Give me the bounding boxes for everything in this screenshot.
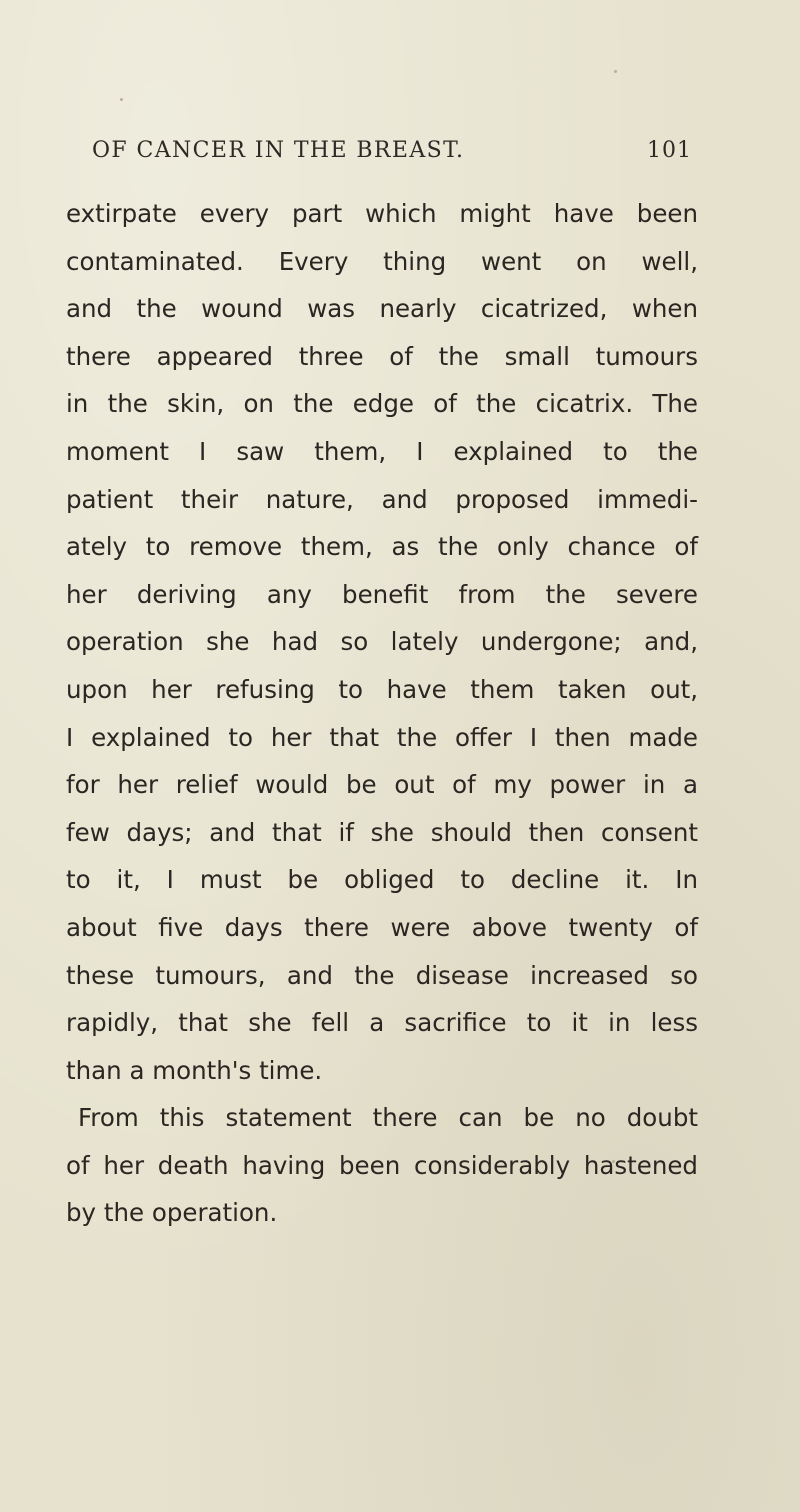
text-line: ately to remove them, as the only chance of <box>66 532 698 562</box>
text-line: these tumours, and the disease increased so <box>66 960 698 990</box>
text-line: of her death having been considerably hastened <box>66 1150 698 1180</box>
text-line: moment I saw them, I explained to the <box>66 436 698 466</box>
text-line: for her relief would be out of my power in a <box>66 770 698 800</box>
text-line: few days; and that if she should then consent <box>66 817 698 847</box>
text-line: upon her refusing to have them taken out, <box>66 674 698 704</box>
text-line: contaminated. Every thing went on well, <box>66 246 698 276</box>
text-line: From this statement there can be no doubt <box>78 1103 698 1133</box>
text-line: by the operation. <box>66 1198 278 1228</box>
text-line: in the skin, on the edge of the cicatrix. The <box>66 389 698 419</box>
running-head-title: OF CANCER IN THE BREAST. <box>92 138 465 163</box>
text-line: operation she had so lately undergone; and, <box>66 627 698 657</box>
text-line: patient their nature, and proposed immedi- <box>66 484 698 514</box>
paper-speck <box>614 70 617 73</box>
text-line: I explained to her that the offer I then made <box>66 722 698 752</box>
text-line: and the wound was nearly cicatrized, when <box>66 294 698 324</box>
text-line: than a month's time. <box>66 1055 323 1085</box>
page-number: 101 <box>647 138 692 163</box>
text-line: rapidly, that she fell a sacrifice to it in less <box>66 1008 698 1038</box>
running-head <box>92 138 692 174</box>
text-line: extirpate every part which might have been <box>66 199 698 228</box>
body-text <box>66 190 698 1237</box>
paper-speck <box>120 98 123 101</box>
text-line: about five days there were above twenty of <box>66 912 698 942</box>
text-line: her deriving any benefit from the severe <box>66 579 698 609</box>
text-line: there appeared three of the small tumours <box>66 341 698 371</box>
text-line: to it, I must be obliged to decline it. In <box>66 865 698 895</box>
